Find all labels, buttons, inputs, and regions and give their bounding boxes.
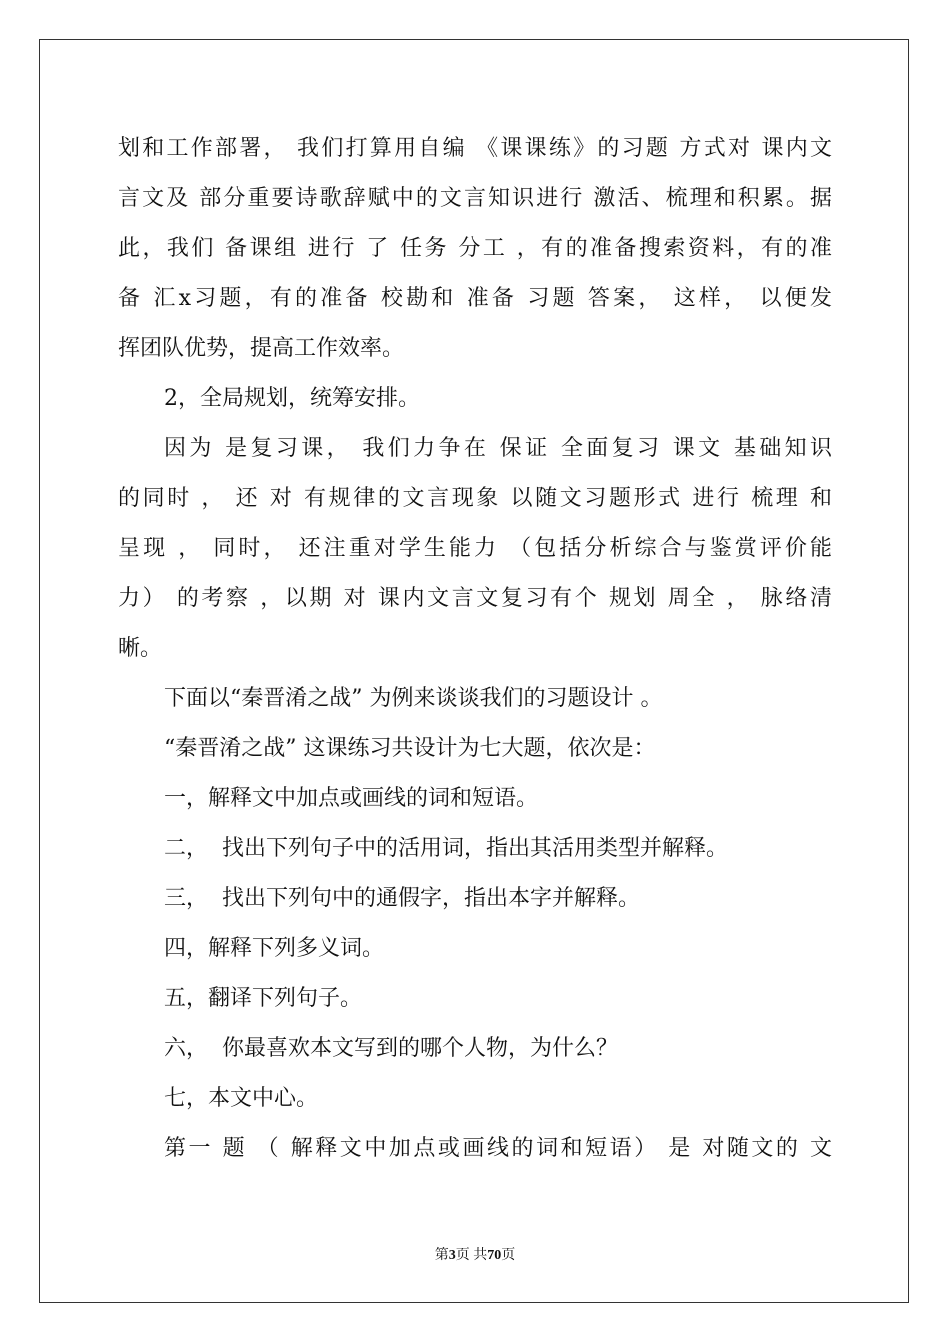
current-page-number: 3 — [448, 1248, 456, 1263]
paragraph-5: “秦晋淆之战” 这课练习共设计为七大题，依次是： — [164, 736, 656, 761]
list-item-5: 五，翻译下列句子。 — [164, 986, 363, 1011]
list-item-2: 二， 找出下列句子中的活用词，指出其活用类型并解释。 — [164, 836, 728, 861]
list-item-1: 一，解释文中加点或画线的词和短语。 — [164, 786, 539, 811]
paragraph-1-line-3: 此，我们 备课组 进行 了 任务 分工 ，有的准备搜索资料，有的准 — [118, 236, 832, 261]
paragraph-3-line-5: 晰。 — [118, 636, 163, 661]
paragraph-3-line-2: 的同时 ， 还 对 有规律的文言现象 以随文习题形式 进行 梳理 和 — [118, 486, 832, 511]
list-item-6: 六， 你最喜欢本文写到的哪个人物，为什么？ — [164, 1036, 618, 1061]
list-item-3: 三， 找出下列句中的通假字，指出本字并解释。 — [164, 886, 640, 911]
list-item-7: 七，本文中心。 — [164, 1086, 319, 1111]
paragraph-2: 2，全局规划，统筹安排。 — [164, 386, 420, 411]
paragraph-1-line-4: 备 汇x习题，有的准备 校勘和 准备 习题 答案， 这样， 以便发 — [118, 286, 832, 311]
paragraph-1-line-1: 划和工作部署， 我们打算用自编 《课课练》的习题 方式对 课内文 — [118, 136, 832, 161]
paragraph-3-line-1: 因为 是复习课， 我们力争在 保证 全面复习 课文 基础知识 — [164, 436, 832, 461]
page-footer — [0, 1246, 950, 1266]
paragraph-6: 第一 题 （ 解释文中加点或画线的词和短语） 是 对随文的 文 — [164, 1136, 832, 1161]
paragraph-4: 下面以“秦晋淆之战” 为例来谈谈我们的习题设计 。 — [164, 686, 663, 711]
paragraph-1-line-5: 挥团队优势，提高工作效率。 — [118, 336, 405, 361]
paragraph-3-line-4: 力） 的考察 ，以期 对 课内文言文复习有个 规划 周全 ， 脉络清 — [118, 586, 832, 611]
footer-prefix: 第 — [434, 1248, 449, 1263]
paragraph-3-line-3: 呈现 ， 同时， 还注重对学生能力 （包括分析综合与鉴赏评价能 — [118, 536, 832, 561]
footer-middle: 页 共 — [455, 1248, 488, 1263]
list-item-4: 四，解释下列多义词。 — [164, 936, 385, 961]
paragraph-1-line-2: 言文及 部分重要诗歌辞赋中的文言知识进行 激活、梳理和积累。据 — [118, 186, 832, 211]
total-pages-number: 70 — [487, 1248, 502, 1263]
footer-suffix: 页 — [501, 1248, 516, 1263]
